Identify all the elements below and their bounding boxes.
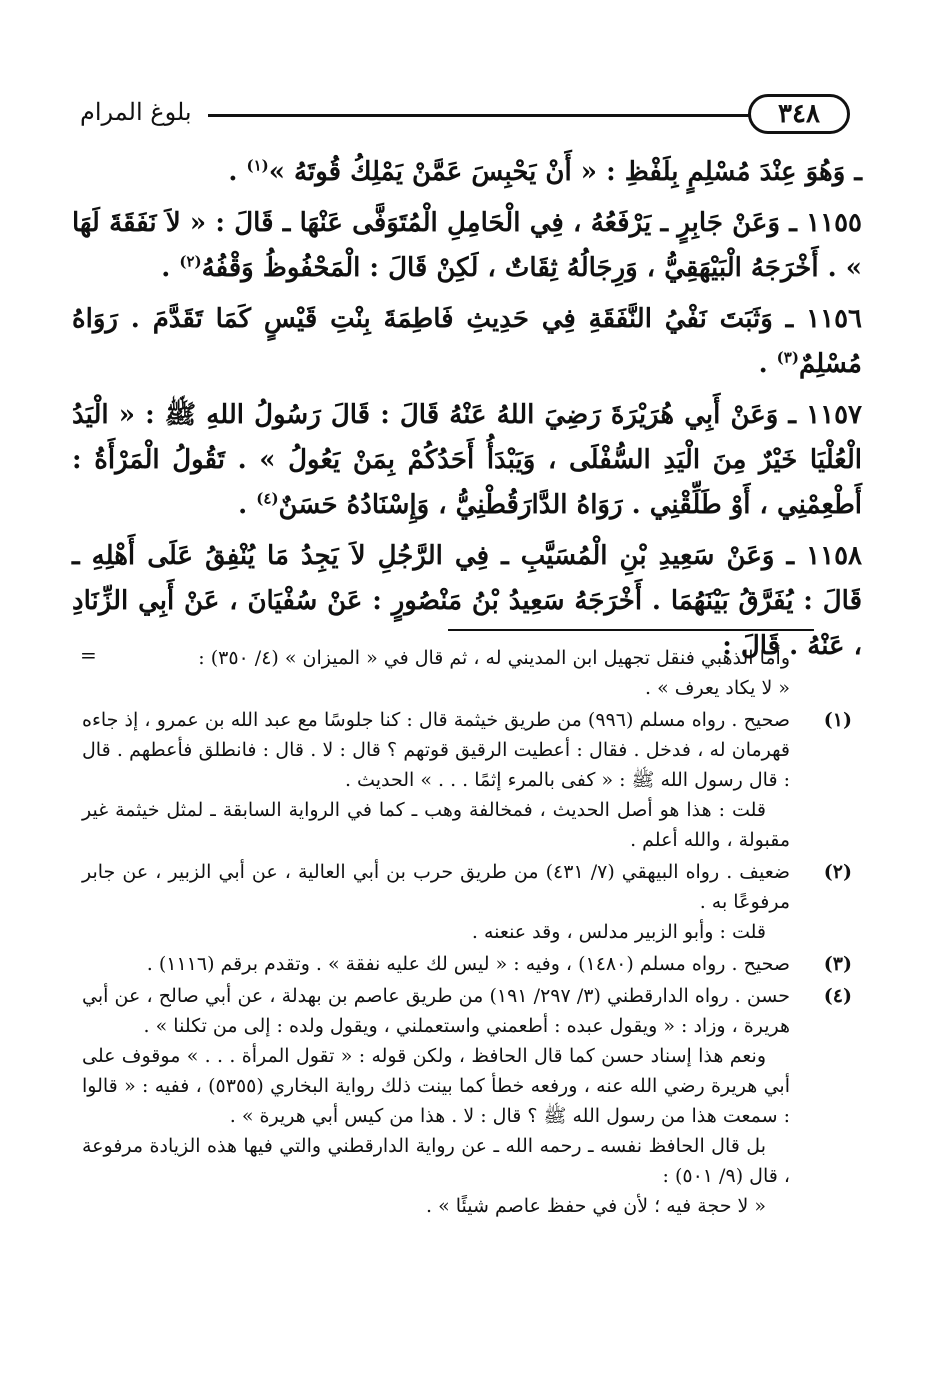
paragraph-1157: ١١٥٧ ـ وَعَنْ أَبِي هُرَيْرَةَ رَضِيَ اللهُ عَنْهُ قَالَ : قَالَ رَسُولُ اللهِ ﷺ : « الْيَدُ الْعُلْيَا خَيْرٌ مِنَ الْيَدِ السُّفْلَى ، وَيَبْدَأُ أَحَدُكُمْ بِمَنْ يَعُولُ » . تَقُولُ الْمَرْأَةُ : أَطْعِمْنِي ، أَوْ طَلِّقْنِي . رَوَاهُ الدَّارَقُطْنِيُّ ، وَإِسْنَادُهُ حَسَنٌ$^{(٤)}$ . <box>72 400 862 520</box>
footnote-ref: (٤) <box>256 489 279 508</box>
main-text <box>72 150 862 675</box>
footnote-ref: (١) <box>246 156 269 175</box>
header-rule <box>208 114 750 117</box>
footnote-label: (٣) <box>823 953 852 975</box>
footnote-2: (٢) ضعيف . رواه البيهقي (٧/ ٤٣١) من طريق حرب بن أبي العالية ، عن أبي الزبير ، عن جابر مرفوعًا به . قلت : وأبو الزبير مدلس ، وقد عنعنه . <box>82 857 852 947</box>
footnote-1: (١) صحيح . رواه مسلم (٩٩٦) من طريق خيثمة قال : كنا جلوسًا مع عبد الله بن عمرو ، إذ جاءه قهرمان له ، فدخل . فقال : أعطيت الرقيق قوتهم ؟ قال : لا . قال : فانطلق فأعطهم . قال : قال رسول الله ﷺ : « كفى بالمرء إثمًا . . . » الحديث . قلت : هذا هو أصل الحديث ، فمخالفة وهب ـ كما في الرواية السابقة ـ لمثل خيثمة غير مقبولة ، والله أعلم . <box>82 705 852 855</box>
footnote-continuation: وأما الذهبي فنقل تجهيل ابن المديني له ، ثم قال في « الميزان » (٤/ ٣٥٠) : « لا يكاد يعرف » . = <box>80 643 790 699</box>
footnote-ref: (٢) <box>179 252 202 271</box>
page-number: ٣٤٨ <box>748 94 850 134</box>
footnote-4: (٤) حسن . رواه الدارقطني (٣/ ٢٩٧/ ١٩١) من طريق عاصم بن بهدلة ، عن أبي صالح ، عن أبي هريرة ، وزاد : « ويقول عبده : أطعمني واستعملني ، ويقول ولده : إلى من تكلنا » . ونعم هذا إسناد حسن كما قال الحافظ ، ولكن قوله : « تقول المرأة . . . » موقوف على أبي هريرة رضي الله عنه ، ورفعه خطأ كما بينت ذلك رواية البخاري (٥٣٥٥) ، ففيه : « قالوا : سمعت هذا من رسول الله ﷺ ؟ قال : لا . هذا من كيس أبي هريرة » . بل قال الحافظ نفسه ـ رحمه الله ـ عن رواية الدارقطني والتي فيها هذه الزيادة مرفوعة ، قال (٩/ ٥٠١) : « لا حجة فيه ؛ لأن في حفظ عاصم شيئًا » . <box>82 981 852 1221</box>
continuation-mark: = <box>80 643 97 667</box>
footnote-separator <box>448 629 814 631</box>
footnotes <box>82 643 852 1223</box>
footnote-3: (٣) صحيح . رواه مسلم (١٤٨٠) ، وفيه : « ليس لك عليه نفقة » . وتقدم برقم (١١١٦) . <box>82 949 852 979</box>
footnote-label: (٤) <box>823 985 852 1007</box>
footnote-label: (٢) <box>823 861 852 883</box>
paragraph-1155: ١١٥٥ ـ وَعَنْ جَابِرٍ ـ يَرْفَعُهُ ، فِي الْحَامِلِ الْمُتَوَفَّى عَنْهَا ـ قَالَ : « لاَ نَفَقَةَ لَهَا » . أَخْرَجَهُ الْبَيْهَقِيُّ ، وَرِجَالُهُ ثِقَاتٌ ، لَكِنْ قَالَ : الْمَحْفُوظُ وَقْفُهُ$^{(٢)}$ . <box>72 208 862 283</box>
paragraph-intro: ـ وَهُوَ عِنْدَ مُسْلِمٍ بِلَفْظِ : « أَنْ يَحْبِسَ عَمَّنْ يَمْلِكُ قُوتَهُ »$^{(١)}$ . <box>228 156 862 187</box>
page-header <box>80 92 850 140</box>
book-title: بلوغ المرام <box>80 98 192 126</box>
footnote-ref: (٣) <box>776 348 799 367</box>
paragraph-1156: ١١٥٦ ـ وَثَبَتَ نَفْيُ النَّفَقَةِ فِي حَدِيثِ فَاطِمَةَ بِنْتِ قَيْسٍ كَمَا تَقَدَّمَ . رَوَاهُ مُسْلِمٌ$^{(٣)}$ . <box>72 304 862 379</box>
footnote-label: (١) <box>823 709 852 731</box>
paragraph-1158: ١١٥٨ ـ وَعَنْ سَعِيدِ بْنِ الْمُسَيَّبِ ـ فِي الرَّجُلِ لاَ يَجِدُ مَا يُنْفِقُ عَلَى أَهْلِهِ ـ قَالَ : يُفَرَّقُ بَيْنَهُمَا . أَخْرَجَهُ سَعِيدُ بْنُ مَنْصُورٍ : عَنْ سُفْيَانَ ، عَنْ أَبِي الزِّنَادِ ، عَنْهُ . قَالَ : <box>72 541 862 661</box>
